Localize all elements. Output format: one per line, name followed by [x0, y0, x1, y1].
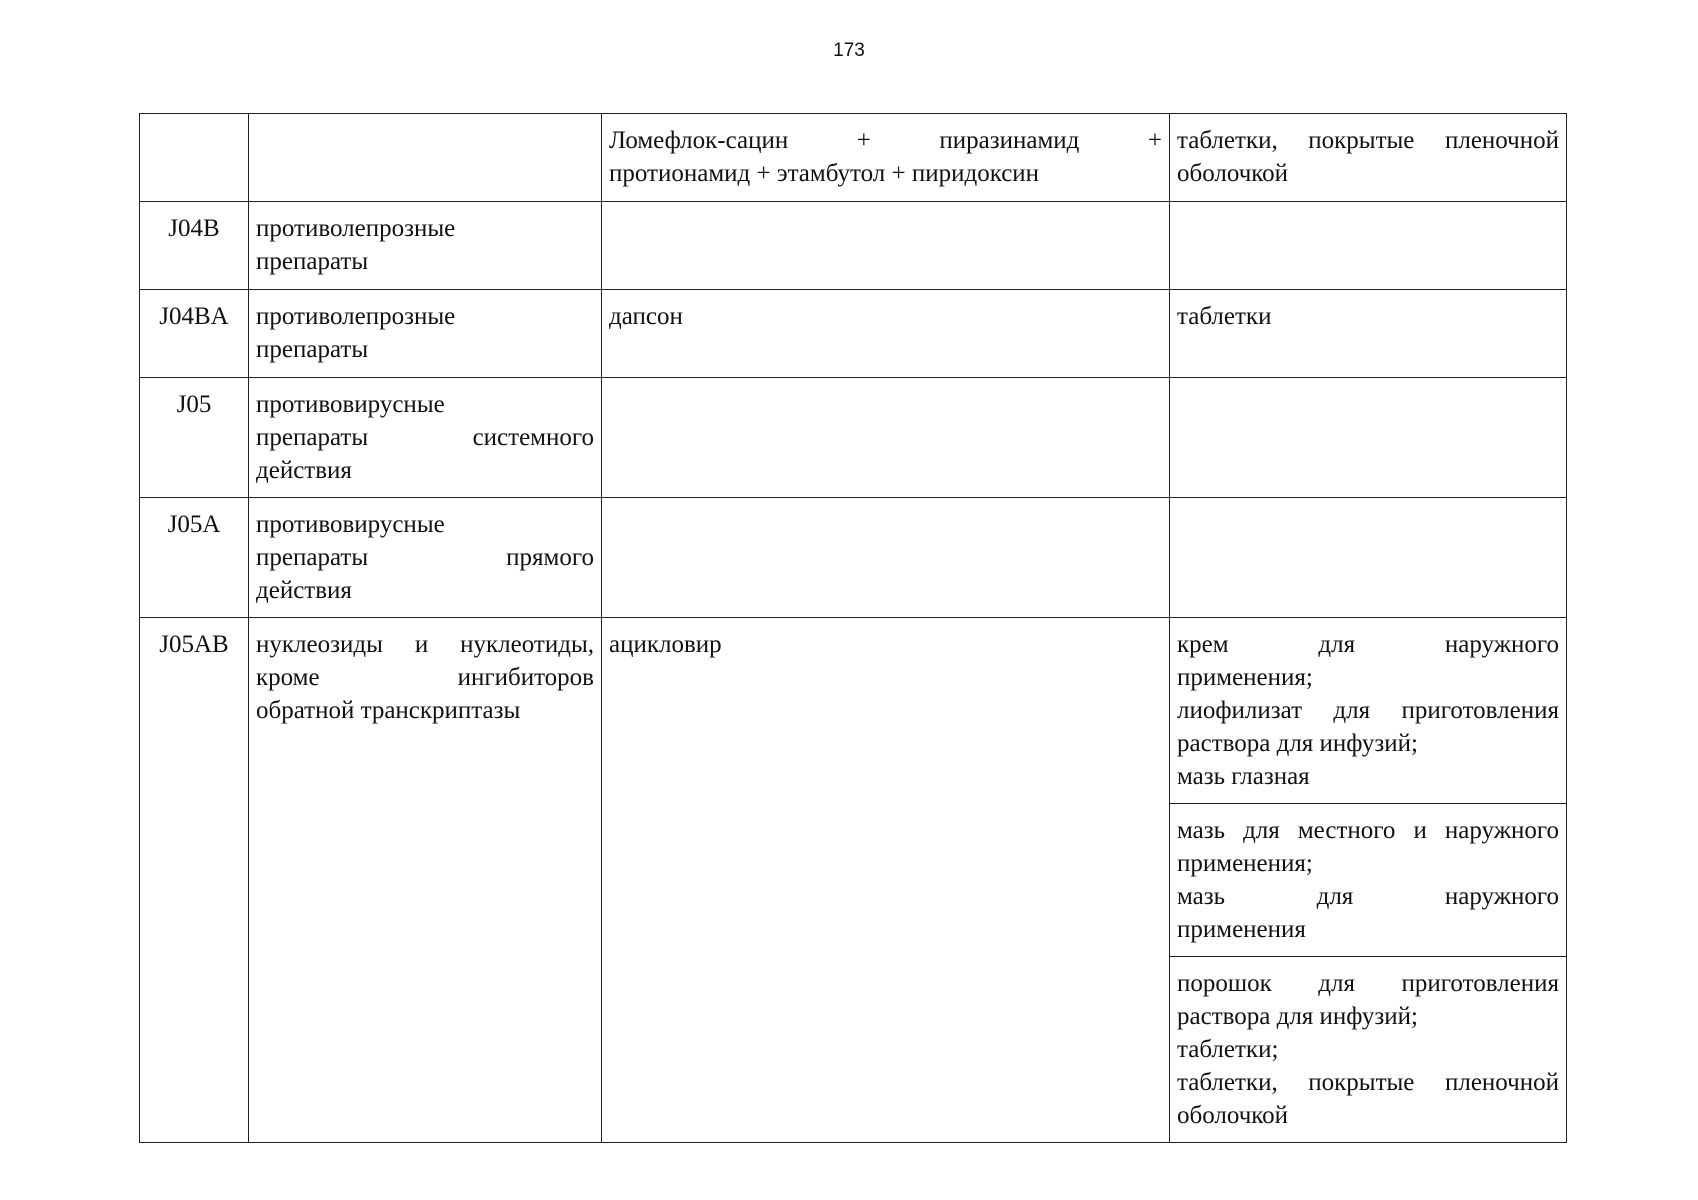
form-line: мазь для местного и наружного — [1177, 817, 1559, 844]
form-line: таблетки, покрытые пленочной — [1177, 127, 1559, 154]
group-line: препараты — [256, 248, 369, 275]
form-line: применения; — [1177, 664, 1313, 691]
atc-code-cell: J04B — [140, 202, 249, 290]
form-line: применения; — [1177, 850, 1313, 877]
drug-cell — [602, 114, 1170, 202]
forms-cell: таблетки — [1170, 290, 1567, 378]
group-line: действия — [256, 457, 352, 484]
form-line: лиофилизат для приготовления — [1177, 697, 1559, 724]
form-line: мазь для наружного — [1177, 883, 1559, 910]
group-cell — [249, 618, 602, 1143]
group-line: нуклеозиды и нуклеотиды, — [256, 631, 594, 658]
table-row — [140, 290, 1567, 378]
forms-cell — [1170, 957, 1567, 1143]
drug-cell — [602, 378, 1170, 498]
drug-cell — [602, 202, 1170, 290]
group-cell — [249, 290, 602, 378]
group-line: противолепрозные — [256, 303, 456, 330]
forms-cell — [1170, 202, 1567, 290]
form-line: раствора для инфузий; — [1177, 1003, 1418, 1030]
forms-cell — [1170, 618, 1567, 804]
group-line: противовирусные — [256, 391, 445, 418]
form-line: порошок для приготовления — [1177, 970, 1559, 997]
forms-cell — [1170, 114, 1567, 202]
group-cell — [249, 114, 602, 202]
form-line: раствора для инфузий; — [1177, 730, 1418, 757]
group-line: препараты прямого — [256, 544, 594, 571]
atc-code-cell: J05AB — [140, 618, 249, 1143]
drug-line: Ломефлок-сацин + пиразинамид + — [609, 127, 1162, 154]
group-cell — [249, 202, 602, 290]
page-number: 173 — [833, 40, 865, 61]
table-row — [140, 202, 1567, 290]
group-line: обратной транскриптазы — [256, 697, 521, 724]
group-line: противолепрозные — [256, 215, 456, 242]
atc-code-cell: J05A — [140, 498, 249, 618]
form-line: оболочкой — [1177, 1102, 1289, 1129]
forms-cell — [1170, 378, 1567, 498]
forms-cell — [1170, 498, 1567, 618]
atc-code-cell: J05 — [140, 378, 249, 498]
forms-cell — [1170, 804, 1567, 957]
form-line: применения — [1177, 916, 1306, 943]
table-row — [140, 378, 1567, 498]
table-row — [140, 114, 1567, 202]
atc-code-cell — [140, 114, 249, 202]
group-line: препараты — [256, 336, 369, 363]
drug-line: протионамид + этамбутол + пиридоксин — [609, 160, 1040, 187]
form-line: оболочкой — [1177, 160, 1289, 187]
group-line: препараты системного — [256, 424, 594, 451]
form-line: таблетки; — [1177, 1036, 1279, 1063]
group-line: действия — [256, 577, 352, 604]
group-line: противовирусные — [256, 511, 445, 538]
table-row — [140, 498, 1567, 618]
group-line: кроме ингибиторов — [256, 664, 594, 691]
form-line: мазь глазная — [1177, 763, 1310, 790]
form-line: таблетки, покрытые пленочной — [1177, 1069, 1559, 1096]
table-row — [140, 618, 1567, 804]
drug-cell: дапсон — [602, 290, 1170, 378]
drug-table — [139, 113, 1567, 1143]
group-cell — [249, 498, 602, 618]
drug-cell: ацикловир — [602, 618, 1170, 1143]
group-cell — [249, 378, 602, 498]
atc-code-cell: J04BA — [140, 290, 249, 378]
form-line: крем для наружного — [1177, 631, 1559, 658]
drug-cell — [602, 498, 1170, 618]
